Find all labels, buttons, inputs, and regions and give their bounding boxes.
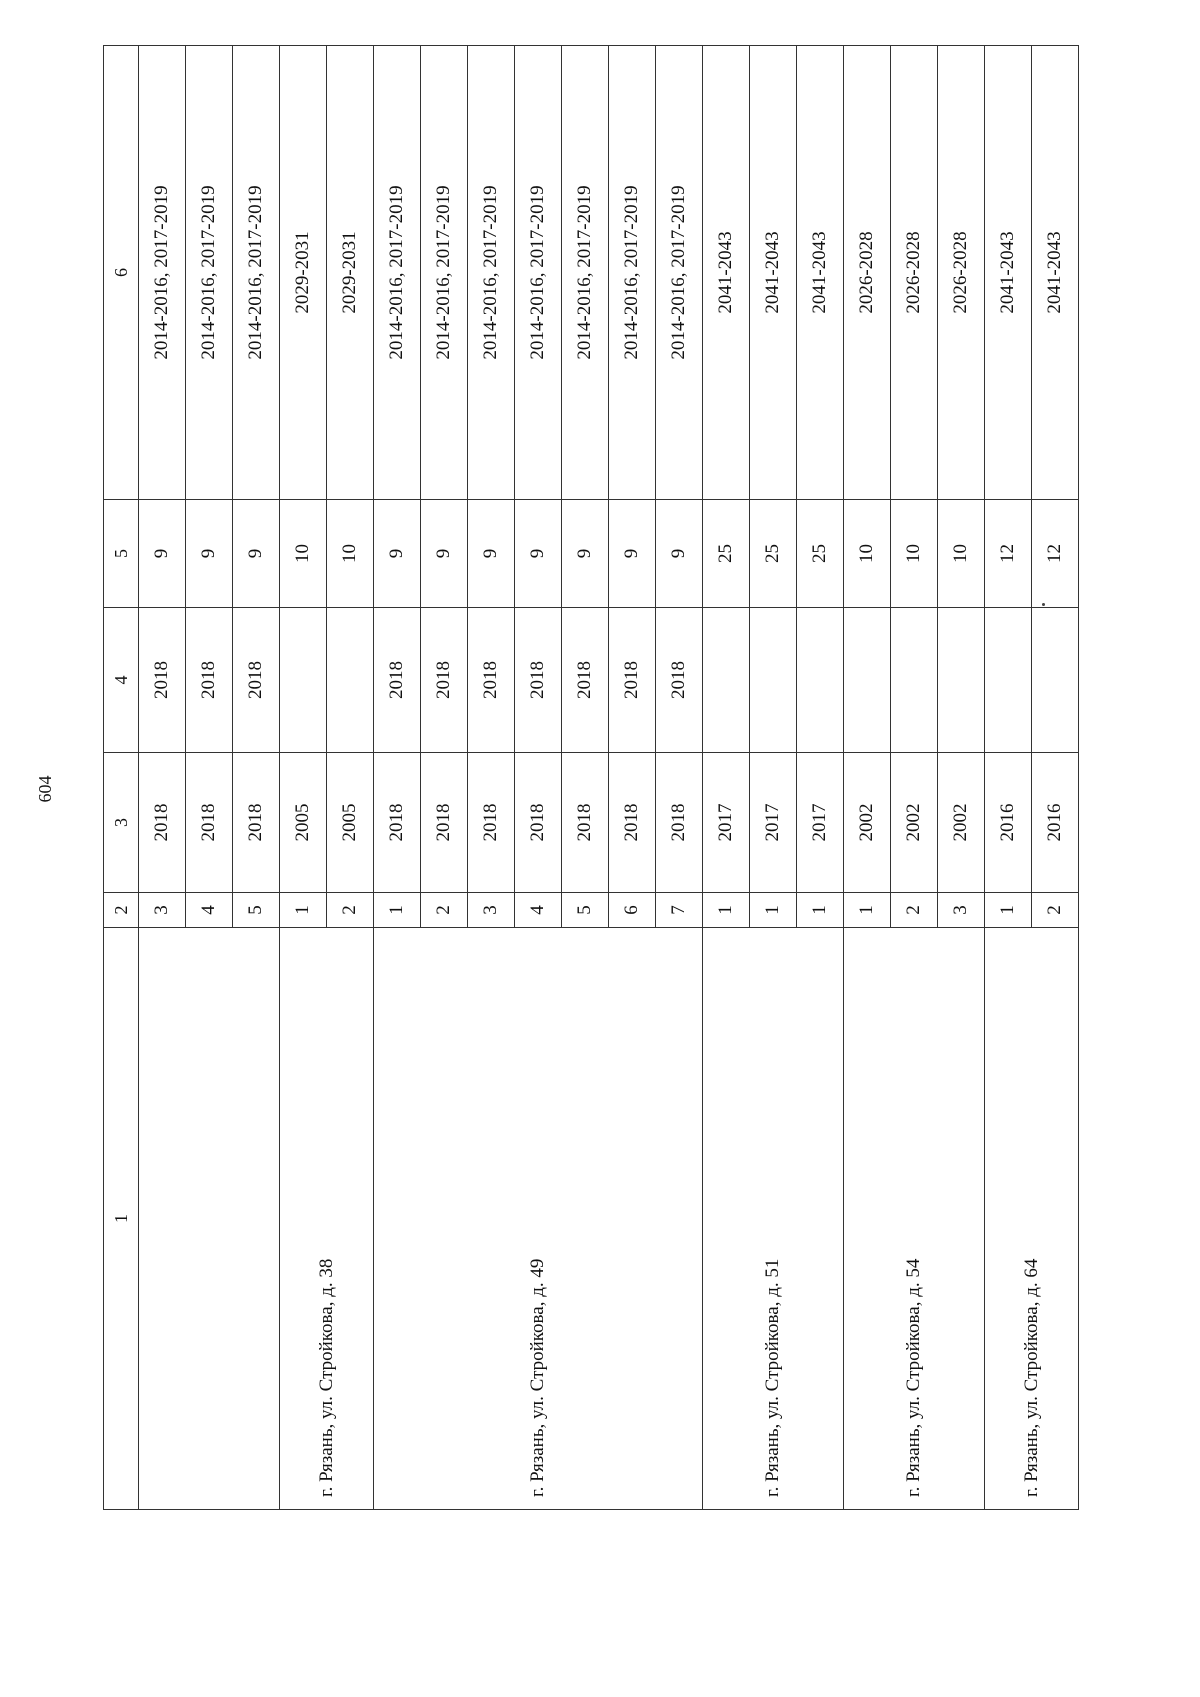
cell-c4 bbox=[985, 608, 1032, 753]
page-number: 604 bbox=[35, 775, 55, 803]
address-cell: г. Рязань, ул. Стройкова, д. 49 bbox=[374, 928, 703, 1510]
cell-c5: 12 bbox=[1032, 500, 1079, 608]
cell-c6: 2014-2016, 2017-2019 bbox=[609, 46, 656, 500]
cell-c4: 2018 bbox=[139, 608, 186, 753]
scan-speck bbox=[1042, 603, 1045, 606]
rotated-table-wrapper bbox=[103, 46, 1112, 1510]
header-cell: 4 bbox=[104, 608, 139, 753]
table-row bbox=[139, 46, 186, 1510]
cell-c4: 2018 bbox=[656, 608, 703, 753]
cell-c3: 2018 bbox=[139, 753, 186, 893]
header-cell: 5 bbox=[104, 500, 139, 608]
cell-c6: 2029-2031 bbox=[280, 46, 327, 500]
schedule-table bbox=[103, 45, 1079, 1510]
cell-n: 4 bbox=[186, 893, 233, 928]
table-row bbox=[374, 46, 421, 1510]
cell-c5: 9 bbox=[656, 500, 703, 608]
cell-c4 bbox=[703, 608, 750, 753]
cell-c5: 10 bbox=[891, 500, 938, 608]
cell-c4: 2018 bbox=[374, 608, 421, 753]
address-cell: г. Рязань, ул. Стройкова, д. 38 bbox=[280, 928, 374, 1510]
cell-c5: 9 bbox=[562, 500, 609, 608]
cell-c4 bbox=[1032, 608, 1079, 753]
table-row bbox=[985, 46, 1032, 1510]
cell-n: 5 bbox=[233, 893, 280, 928]
cell-c4: 2018 bbox=[421, 608, 468, 753]
cell-c4: 2018 bbox=[609, 608, 656, 753]
cell-c6: 2026-2028 bbox=[891, 46, 938, 500]
cell-c5: 12 bbox=[985, 500, 1032, 608]
cell-n: 5 bbox=[562, 893, 609, 928]
cell-c6: 2014-2016, 2017-2019 bbox=[562, 46, 609, 500]
cell-c3: 2005 bbox=[280, 753, 327, 893]
cell-c6: 2014-2016, 2017-2019 bbox=[656, 46, 703, 500]
cell-c5: 9 bbox=[233, 500, 280, 608]
cell-c6: 2041-2043 bbox=[1032, 46, 1079, 500]
cell-c3: 2018 bbox=[656, 753, 703, 893]
cell-c3: 2005 bbox=[327, 753, 374, 893]
cell-c5: 25 bbox=[703, 500, 750, 608]
cell-c4 bbox=[844, 608, 891, 753]
cell-n: 1 bbox=[703, 893, 750, 928]
cell-n: 2 bbox=[327, 893, 374, 928]
cell-c6: 2041-2043 bbox=[750, 46, 797, 500]
address-cell: г. Рязань, ул. Стройкова, д. 64 bbox=[985, 928, 1079, 1510]
cell-c3: 2017 bbox=[703, 753, 750, 893]
cell-c4: 2018 bbox=[233, 608, 280, 753]
cell-c4: 2018 bbox=[186, 608, 233, 753]
cell-n: 4 bbox=[515, 893, 562, 928]
cell-c5: 25 bbox=[750, 500, 797, 608]
cell-c4: 2018 bbox=[468, 608, 515, 753]
cell-c3: 2002 bbox=[938, 753, 985, 893]
cell-c4 bbox=[327, 608, 374, 753]
header-cell: 2 bbox=[104, 893, 139, 928]
cell-c6: 2026-2028 bbox=[938, 46, 985, 500]
cell-c5: 10 bbox=[327, 500, 374, 608]
cell-n: 3 bbox=[468, 893, 515, 928]
cell-n: 3 bbox=[139, 893, 186, 928]
cell-c6: 2029-2031 bbox=[327, 46, 374, 500]
cell-c4 bbox=[797, 608, 844, 753]
cell-n: 1 bbox=[797, 893, 844, 928]
cell-c3: 2018 bbox=[421, 753, 468, 893]
cell-c3: 2018 bbox=[233, 753, 280, 893]
cell-c3: 2018 bbox=[609, 753, 656, 893]
cell-c4 bbox=[280, 608, 327, 753]
cell-c5: 9 bbox=[421, 500, 468, 608]
address-cell: г. Рязань, ул. Стройкова, д. 54 bbox=[844, 928, 985, 1510]
cell-c5: 9 bbox=[139, 500, 186, 608]
cell-c6: 2014-2016, 2017-2019 bbox=[233, 46, 280, 500]
address-cell bbox=[139, 928, 280, 1510]
header-cell: 6 bbox=[104, 46, 139, 500]
cell-n: 1 bbox=[750, 893, 797, 928]
header-row bbox=[104, 46, 139, 1510]
cell-n: 1 bbox=[985, 893, 1032, 928]
cell-c6: 2041-2043 bbox=[985, 46, 1032, 500]
cell-n: 1 bbox=[844, 893, 891, 928]
cell-c3: 2002 bbox=[844, 753, 891, 893]
cell-n: 2 bbox=[421, 893, 468, 928]
cell-c3: 2017 bbox=[750, 753, 797, 893]
cell-c3: 2002 bbox=[891, 753, 938, 893]
cell-c6: 2014-2016, 2017-2019 bbox=[421, 46, 468, 500]
header-cell: 1 bbox=[104, 928, 139, 1510]
cell-c6: 2041-2043 bbox=[797, 46, 844, 500]
table-row bbox=[280, 46, 327, 1510]
cell-n: 1 bbox=[280, 893, 327, 928]
cell-c5: 10 bbox=[844, 500, 891, 608]
cell-c5: 10 bbox=[938, 500, 985, 608]
cell-c5: 10 bbox=[280, 500, 327, 608]
cell-c5: 25 bbox=[797, 500, 844, 608]
cell-c4 bbox=[891, 608, 938, 753]
header-cell: 3 bbox=[104, 753, 139, 893]
cell-c6: 2014-2016, 2017-2019 bbox=[374, 46, 421, 500]
cell-c3: 2016 bbox=[985, 753, 1032, 893]
cell-c6: 2014-2016, 2017-2019 bbox=[515, 46, 562, 500]
cell-c5: 9 bbox=[186, 500, 233, 608]
cell-c3: 2018 bbox=[374, 753, 421, 893]
address-cell: г. Рязань, ул. Стройкова, д. 51 bbox=[703, 928, 844, 1510]
cell-c3: 2017 bbox=[797, 753, 844, 893]
cell-n: 6 bbox=[609, 893, 656, 928]
cell-c6: 2014-2016, 2017-2019 bbox=[139, 46, 186, 500]
cell-c6: 2026-2028 bbox=[844, 46, 891, 500]
cell-c6: 2014-2016, 2017-2019 bbox=[186, 46, 233, 500]
cell-c3: 2018 bbox=[186, 753, 233, 893]
cell-c5: 9 bbox=[515, 500, 562, 608]
cell-c3: 2018 bbox=[562, 753, 609, 893]
cell-n: 1 bbox=[374, 893, 421, 928]
cell-c3: 2018 bbox=[515, 753, 562, 893]
cell-n: 2 bbox=[891, 893, 938, 928]
table-row bbox=[703, 46, 750, 1510]
cell-c5: 9 bbox=[468, 500, 515, 608]
cell-c3: 2018 bbox=[468, 753, 515, 893]
cell-n: 7 bbox=[656, 893, 703, 928]
cell-c4: 2018 bbox=[562, 608, 609, 753]
table-body bbox=[104, 46, 1079, 1510]
cell-n: 2 bbox=[1032, 893, 1079, 928]
cell-n: 3 bbox=[938, 893, 985, 928]
cell-c4: 2018 bbox=[515, 608, 562, 753]
table-row bbox=[844, 46, 891, 1510]
cell-c3: 2016 bbox=[1032, 753, 1079, 893]
cell-c6: 2041-2043 bbox=[703, 46, 750, 500]
cell-c6: 2014-2016, 2017-2019 bbox=[468, 46, 515, 500]
cell-c4 bbox=[750, 608, 797, 753]
cell-c5: 9 bbox=[609, 500, 656, 608]
cell-c4 bbox=[938, 608, 985, 753]
cell-c5: 9 bbox=[374, 500, 421, 608]
